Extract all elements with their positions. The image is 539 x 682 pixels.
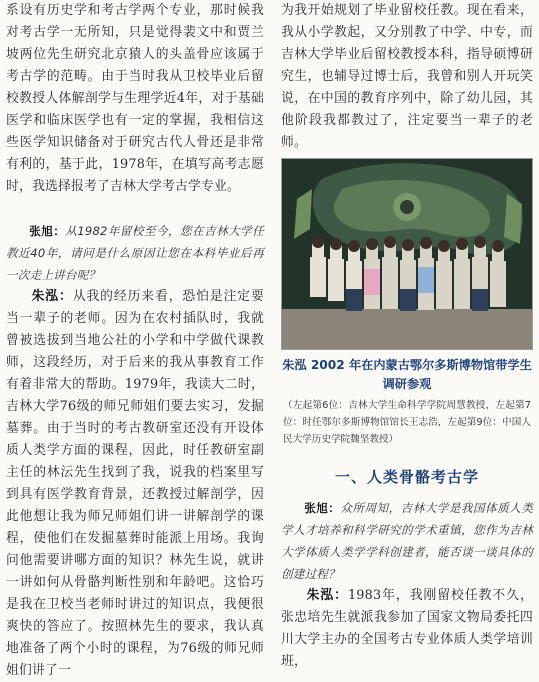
answer-2 — [281, 585, 533, 673]
question-1 — [6, 220, 264, 286]
interviewer-label: 张旭： — [29, 224, 66, 238]
question-2-text: 众所周知，吉林大学是我国体质人类学人才培养和科学研究的学术重镇，您作为吉林大学体质人类学学科创建者，能否谈一谈具体的创建过程？ — [281, 501, 533, 581]
group-photo — [281, 158, 533, 350]
interviewee-label: 朱泓： — [31, 289, 73, 304]
section-heading: 一、人类骨骼考古学 — [334, 468, 479, 486]
photo-caption-title: 朱泓 2002 年在内蒙古鄂尔多斯博物馆带学生调研参观 — [282, 358, 532, 391]
photo-caption-note: （左起第6位：吉林大学生命科学学院周慧教授，左起第7位：时任鄂尔多斯博物馆馆长王志浩，左起第9位：中国人民大学历史学院魏坚教授） — [283, 400, 531, 445]
answer-1-text: 从我的经历来看，恐怕是注定要当一辈子的老师。因为在农村插队时，我就曾被选拔到当地公社的小学和中学做代课教师，这段经历，对于后来的我从事教育工作有着非常大的帮助。1979年，我读大二时，吉林大学76级的师兄师姐们要去实习，发掘墓葬。由于当时的考古教研室还没有开设体质人类学方面的课程，因此，时任教研室副主任的林沄先生找到了我，说我的档案里写到具有医学教育背景，还教授过解剖学，因此他想让我为师兄师姐们讲一讲解剖学的课程，使他们在发掘墓葬时能派上用场。我询问他需要讲哪方面的知识？林先生说，就讲一讲如何从骨骼判断性别和年龄吧。这恰巧是我在卫校当老师时讲过的知识点，我便很爽快的答应了。按照林先生的要求，我认真地准备了两个小时的课程，为76级的师兄师姐们讲了一 — [6, 289, 264, 678]
interviewer-label: 张旭： — [304, 501, 341, 515]
answer-2-text: 1983年，我刚留校任教不久，张忠培先生就派我参加了国家文物局委托四川大学主办的全国考古专业体质人类学培训班， — [281, 588, 533, 669]
group-photo-graphic — [282, 159, 532, 349]
question-1-text: 从1982年留校至今，您在吉林大学任教近40年，请问是什么原因让您在本科毕业后再一次走上讲台呢？ — [6, 224, 264, 282]
left-column — [6, 0, 264, 682]
interviewee-label: 朱泓： — [306, 588, 348, 603]
right-column — [281, 0, 533, 673]
answer-1 — [6, 286, 264, 682]
paragraph-answer-continued: 为我开始规划了毕业留校任教。现在看来，我从小学教起，又分别教了中学、中专，而吉林大学毕业后留校教授本科，指导硕博研究生，也辅导过博士后，我曾和别人开玩笑说，在中国的教育序列中，除了幼儿园，其他阶段我都教过了，注定要当一辈子的老师。 — [281, 3, 533, 150]
question-2 — [281, 497, 533, 585]
paragraph-intro-continued: 系设有历史学和考古学两个专业，那时候我对考古学一无所知，只是觉得裴文中和贾兰坡两位先生研究北京猿人的头盖骨应该属于考古学的范畴。由于当时我从卫校毕业后留校教授人体解剖学与生理学近4年，对于基础医学和临床医学也有一定的掌握，我相信这些医学知识储备对于研究古代人骨还是非常有利的，基于此，1978年，在填写高考志愿时，我选择报考了吉林大学考古学专业。 — [6, 3, 264, 194]
